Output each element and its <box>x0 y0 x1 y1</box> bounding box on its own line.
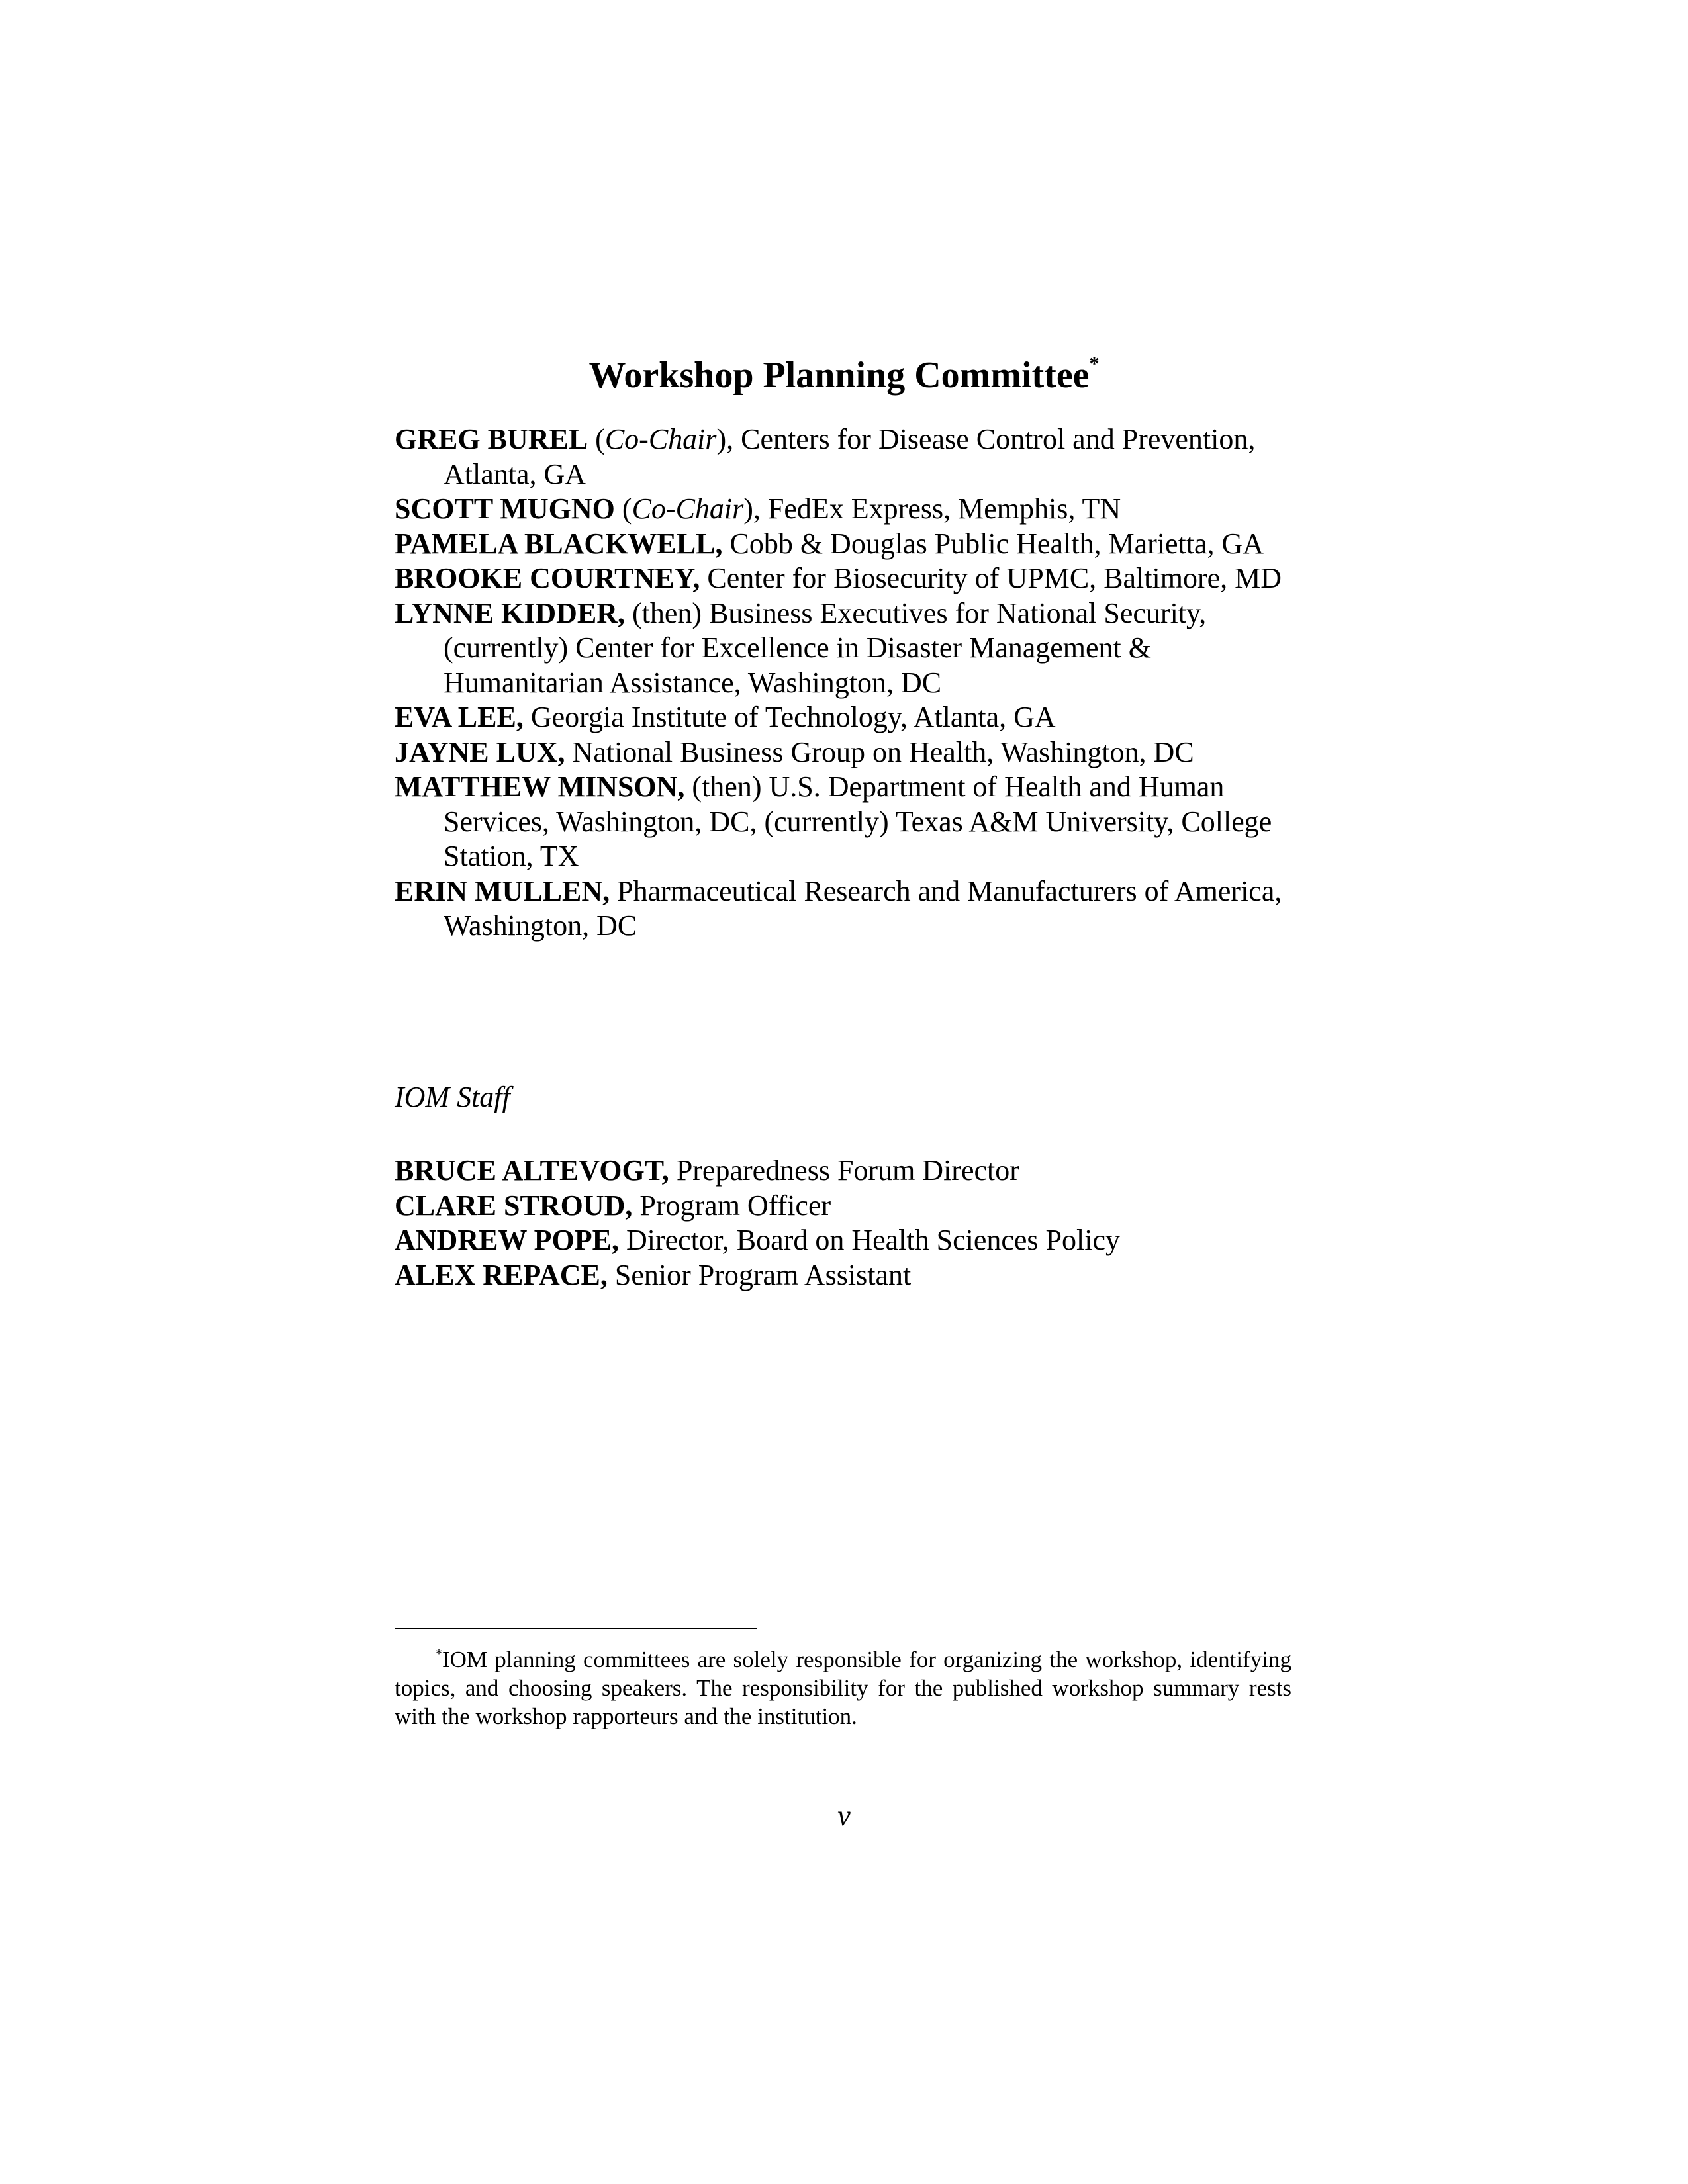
member-role: Co-Chair <box>604 423 717 455</box>
member-affiliation: Cobb & Douglas Public Health, Marietta, GA <box>722 527 1264 560</box>
member-name: EVA LEE, <box>395 701 524 733</box>
staff-title: Program Officer <box>632 1189 831 1222</box>
staff-name: BRUCE ALTEVOGT, <box>395 1154 669 1187</box>
page-title <box>0 341 1688 398</box>
member-name: PAMELA BLACKWELL, <box>395 527 723 560</box>
member-affiliation: (then) Business Executives for National Security, (currently) Center for Excellence in Disaster Management & Humanitarian Assistance, Washington, DC <box>444 596 1207 699</box>
member-affiliation: Center for Biosecurity of UPMC, Baltimore, MD <box>700 562 1282 594</box>
staff-member <box>395 1258 1308 1293</box>
member-text: ( <box>614 492 632 525</box>
staff-member <box>395 1154 1308 1189</box>
member-name: ERIN MULLEN, <box>395 874 610 907</box>
member-name: JAYNE LUX, <box>395 735 565 768</box>
committee-member <box>395 422 1308 492</box>
committee-member <box>395 492 1308 527</box>
member-affiliation: Pharmaceutical Research and Manufacturers of America, Washington, DC <box>444 874 1282 942</box>
member-name: BROOKE COURTNEY, <box>395 562 700 594</box>
page-number: v <box>837 1799 851 1832</box>
footnote-text: IOM planning committees are solely responsible for organizing the workshop, identifying topics, and choosing speakers. The responsibility for the published workshop summary rests with the workshop rapporteurs and the institution. <box>395 1647 1291 1729</box>
committee-member-list <box>395 422 1308 944</box>
member-affiliation: ), FedEx Express, Memphis, TN <box>743 492 1121 525</box>
staff-name: CLARE STROUD, <box>395 1189 633 1222</box>
staff-title: Preparedness Forum Director <box>669 1154 1019 1187</box>
member-affiliation: (then) U.S. Department of Health and Human Services, Washington, DC, (currently) Texas A&M University, College Station, TX <box>444 770 1272 872</box>
staff-title: Senior Program Assistant <box>607 1258 912 1291</box>
member-name: LYNNE KIDDER, <box>395 596 626 629</box>
member-affiliation: National Business Group on Health, Washington, DC <box>565 735 1194 768</box>
member-text: ( <box>588 423 605 455</box>
member-role: Co-Chair <box>632 492 744 525</box>
member-name: SCOTT MUGNO <box>395 492 615 525</box>
footnote-marker: * <box>436 1647 442 1661</box>
committee-member <box>395 700 1308 735</box>
committee-member <box>395 561 1308 596</box>
staff-heading: IOM Staff <box>395 1081 510 1113</box>
committee-member <box>395 596 1308 701</box>
committee-member <box>395 735 1308 770</box>
committee-member <box>395 770 1308 874</box>
committee-member <box>395 874 1308 944</box>
staff-title: Director, Board on Health Sciences Policy <box>618 1224 1121 1256</box>
page-title-text: Workshop Planning Committee <box>588 355 1090 396</box>
member-affiliation: Georgia Institute of Technology, Atlanta, GA <box>523 701 1056 733</box>
footnote-divider <box>395 1628 757 1629</box>
member-name: MATTHEW MINSON, <box>395 770 685 803</box>
footnote <box>395 1640 1291 1731</box>
member-name: GREG BUREL <box>395 423 588 455</box>
footnote-reference-marker: * <box>1089 353 1100 375</box>
staff-name: ANDREW POPE, <box>395 1224 619 1256</box>
staff-member <box>395 1189 1308 1224</box>
staff-name: ALEX REPACE, <box>395 1258 608 1291</box>
committee-member <box>395 527 1308 562</box>
staff-list <box>395 1154 1308 1293</box>
staff-member <box>395 1223 1308 1258</box>
member-affiliation: ), Centers for Disease Control and Prevention, Atlanta, GA <box>444 423 1256 490</box>
